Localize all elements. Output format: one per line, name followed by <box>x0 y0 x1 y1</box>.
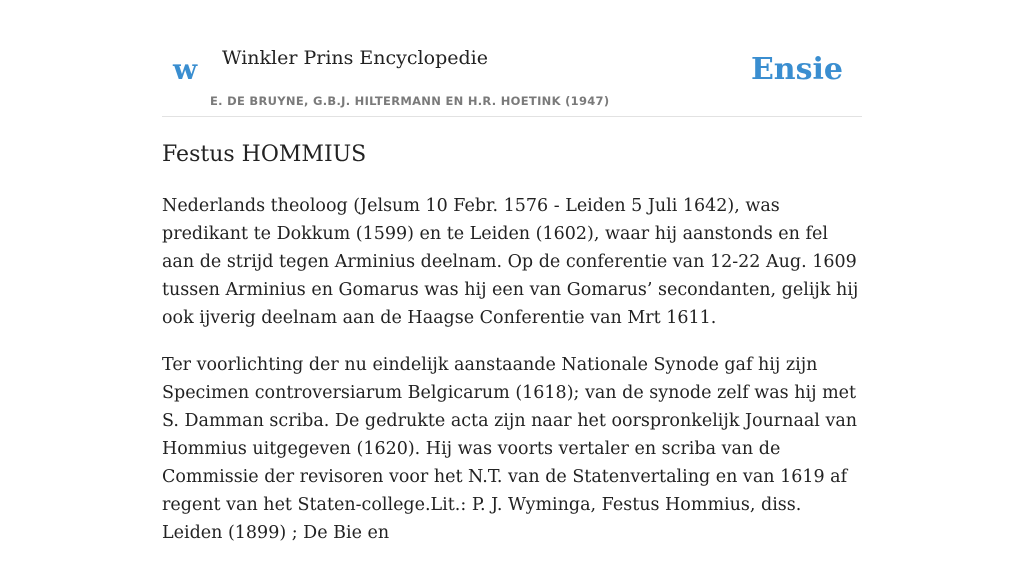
article-paragraph: Nederlands theoloog (Jelsum 10 Febr. 1576 - Leiden 5 Juli 1642), was predikant te Dokkum (1599) en te Leiden (1602), waar hij aanstonds en fel aan de strijd tegen Arminius deelnam. Op de conferentie van 12-22 Aug. 1609 tussen Arminius en Gomarus was hij een van Gomarus’ secondanten, gelijk hij ook ijverig deelnam aan de Haagse Conferentie van Mrt 1611. <box>162 196 859 328</box>
article-body <box>162 192 862 566</box>
article-title: Festus HOMMIUS <box>162 142 367 167</box>
brand-logo[interactable]: Ensie <box>750 52 843 87</box>
site-header <box>162 0 862 117</box>
authors-line: E. DE BRUYNE, G.B.J. HILTERMANN EN H.R. HOETINK (1947) <box>210 94 610 108</box>
encyclopedia-title[interactable]: Winkler Prins Encyclopedie <box>222 47 488 69</box>
site-logo[interactable]: w <box>173 53 198 86</box>
article-paragraph: Ter voorlichting der nu eindelijk aanstaande Nationale Synode gaf hij zijn Specimen controversiarum Belgicarum (1618); van de synode zelf was hij met S. Damman scriba. De gedrukte acta zijn naar het oorspronkelijk Journaal van Hommius uitgegeven (1620). Hij was voorts vertaler en scriba van de Commissie der revisoren voor het N.T. van de Statenvertaling en van 1619 af regent van het Staten-college.Lit.: P. J. Wyminga, Festus Hommius, diss. Leiden (1899) ; De Bie en <box>162 355 858 543</box>
